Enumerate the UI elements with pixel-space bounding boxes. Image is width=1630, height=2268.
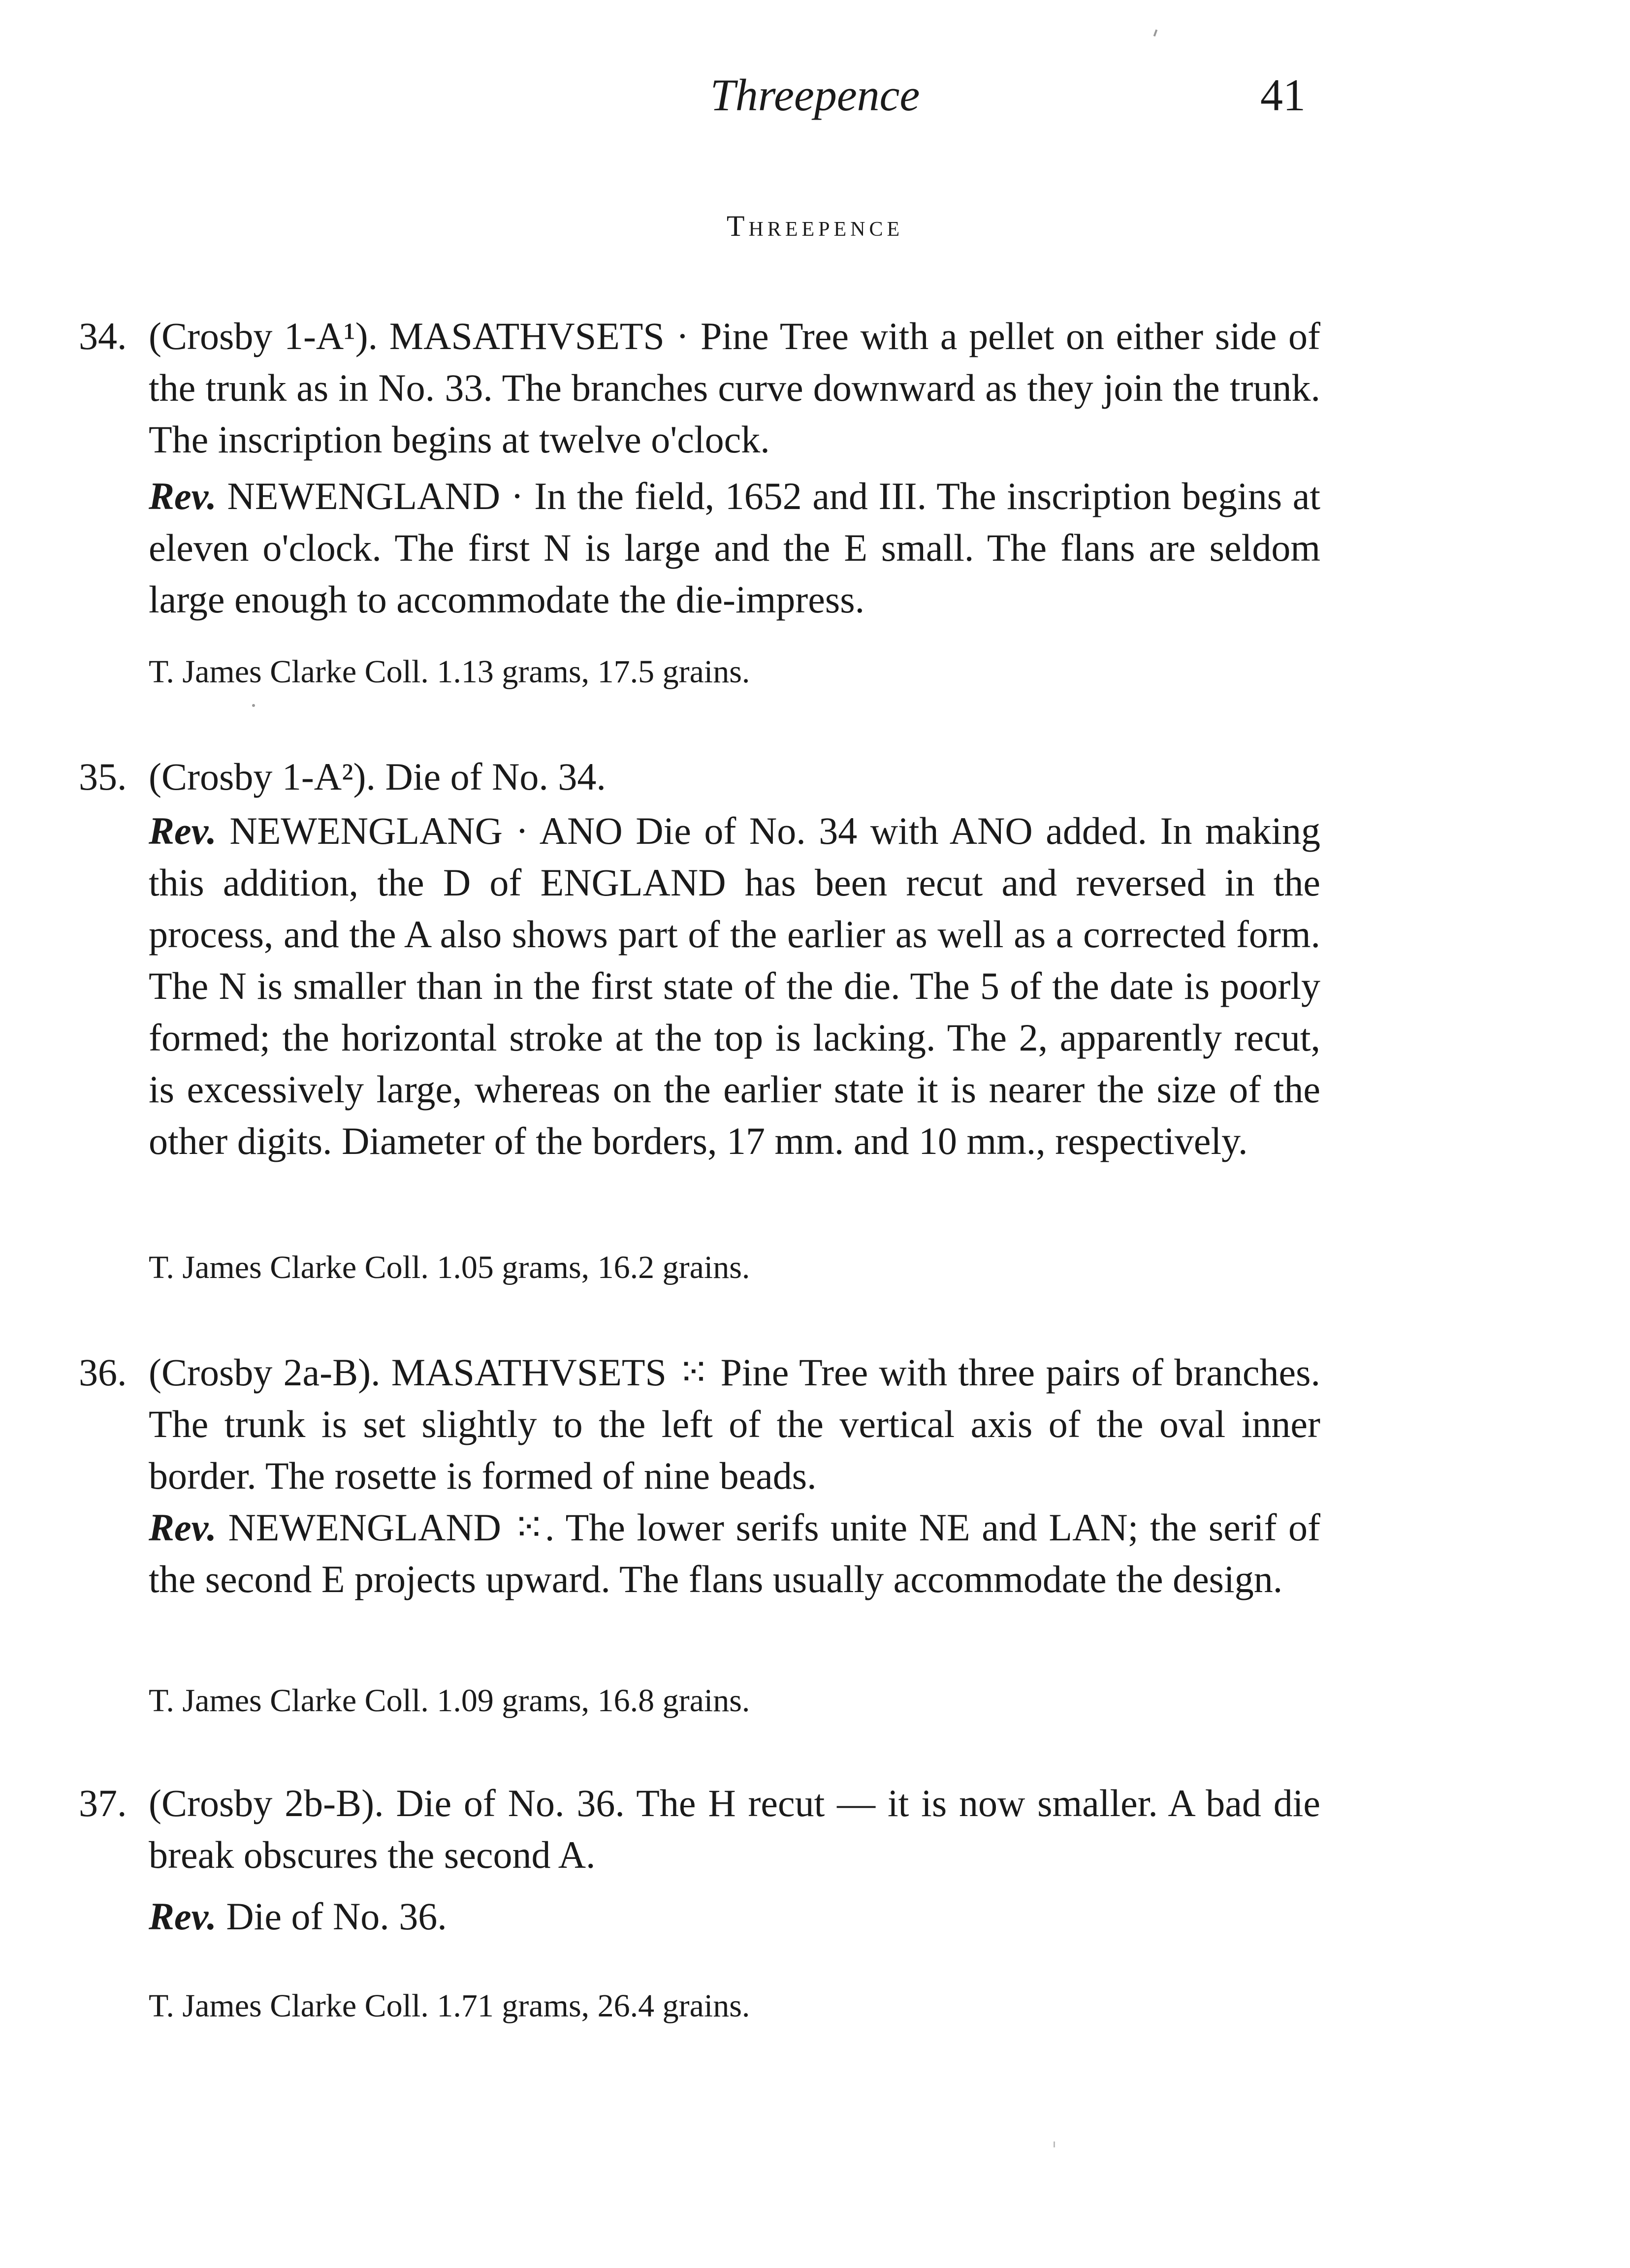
reverse-label: Rev.: [149, 809, 217, 852]
obverse-description: (Crosby 1-A²). Die of No. 34.: [149, 755, 606, 798]
entry-number: 36.: [79, 1351, 127, 1394]
reverse-description: [149, 470, 1320, 625]
obverse-description: (Crosby 2b-B). Die of No. 36. The H recut — it is now smaller. A bad die break obscures the second A.: [149, 1782, 1320, 1876]
print-speck: [252, 704, 255, 707]
reverse-text: NEWENGLAND · In the field, 1652 and III. The inscription begins at eleven o'clock. The first N is large and the E small. The flans are seldom large enough to accommodate the die-impress.: [149, 475, 1320, 621]
reverse-text: Die of No. 36.: [226, 1895, 447, 1938]
page-number: 41: [1260, 70, 1306, 120]
entry-number: 34.: [79, 315, 127, 357]
reverse-description: [149, 805, 1320, 1167]
collection-note: T. James Clarke Coll. 1.05 grams, 16.2 grains.: [149, 1249, 750, 1285]
collection-note: T. James Clarke Coll. 1.71 grams, 26.4 grains.: [149, 1988, 750, 2024]
print-speck: [1153, 30, 1158, 37]
reverse-description: [149, 1890, 1320, 1942]
entry-number: 35.: [79, 755, 127, 798]
obverse-description: (Crosby 1-A¹). MASATHVSETS · Pine Tree with a pellet on either side of the trunk as in No. 33. The branches curve downward as they join the trunk. The inscription begins at twelve o'clock.: [149, 315, 1320, 461]
section-heading: Threepence: [726, 210, 904, 242]
entry-number: 37.: [79, 1782, 127, 1824]
obverse-description: (Crosby 2a-B). MASATHVSETS ⁙ Pine Tree with three pairs of branches. The trunk is set slightly to the left of the vertical axis of the oval inner border. The rosette is formed of nine beads.: [149, 1351, 1320, 1497]
reverse-description: [149, 1501, 1320, 1605]
reverse-text: NEWENGLAND ⁙. The lower serifs unite NE and LAN; the serif of the second E projects upward. The flans usually accommodate the design.: [149, 1506, 1320, 1600]
reverse-text: NEWENGLANG · ANO Die of No. 34 with ANO added. In making this addition, the D of ENGLAND has been recut and reversed in the process, and the A also shows part of the earlier as well as a corrected form. The N is smaller than in the first state of the die. The 5 of the date is poorly formed; the horizontal stroke at the top is lacking. The 2, apparently recut, is excessively large, whereas on the earlier state it is nearer the size of the other digits. Diameter of the borders, 17 mm. and 10 mm., respectively.: [149, 809, 1320, 1162]
reverse-label: Rev.: [149, 1895, 217, 1938]
reverse-label: Rev.: [149, 475, 217, 517]
collection-note: T. James Clarke Coll. 1.09 grams, 16.8 grains.: [149, 1683, 750, 1719]
reverse-label: Rev.: [149, 1506, 217, 1549]
running-title: Threepence: [710, 70, 920, 120]
print-speck: [1054, 2141, 1055, 2147]
collection-note: T. James Clarke Coll. 1.13 grams, 17.5 grains.: [149, 654, 750, 690]
